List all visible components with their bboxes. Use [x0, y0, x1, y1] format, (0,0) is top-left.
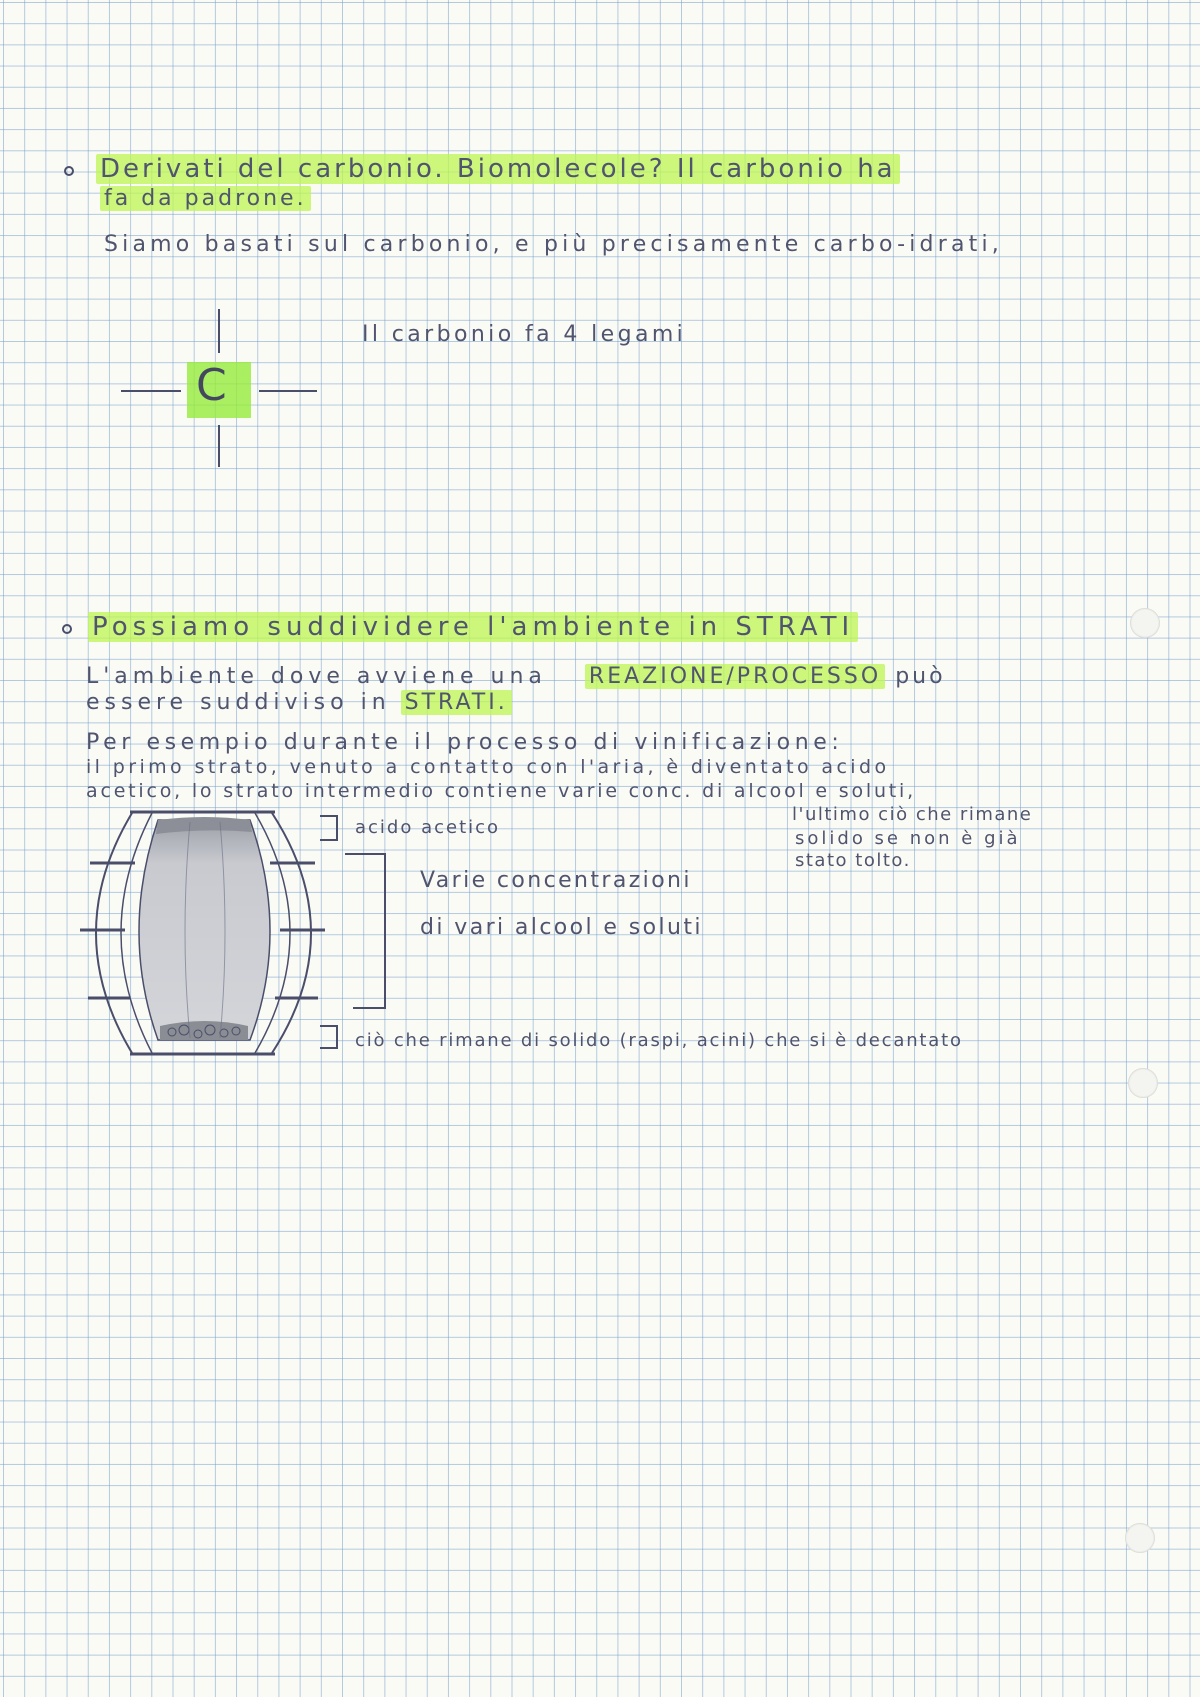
- sediment-layer: [160, 1021, 248, 1040]
- carbon-note: Il carbonio fa 4 legami: [362, 322, 687, 347]
- barrel-outer: [96, 813, 132, 1053]
- section2-line2: [86, 690, 512, 715]
- section2-heading: [88, 612, 858, 642]
- section2-line1-highlight: REAZIONE/PROCESSO: [585, 664, 885, 689]
- section2-line2-a: essere suddiviso in: [86, 690, 391, 715]
- section1-heading-line1: [96, 154, 900, 184]
- bracket-bottom: [320, 1026, 337, 1048]
- section1-text-line1: Siamo basati sul carbonio, e più precisamente carbo-idrati,: [104, 232, 1003, 257]
- section1-heading-text2: fa da padrone.: [100, 186, 311, 211]
- section2-line2-highlight: STRATI.: [401, 690, 512, 715]
- bracket-top: [320, 816, 337, 840]
- section2-heading-text: Possiamo suddividere l'ambiente in STRATI: [88, 612, 858, 642]
- barrel-illustration: [80, 808, 330, 1058]
- section2-line5: acetico, lo strato intermedio contiene varie conc. di alcool e soluti,: [86, 780, 916, 802]
- carbon-symbol: C: [196, 360, 229, 411]
- binder-hole: [1128, 1068, 1158, 1098]
- section2-line3: Per esempio durante il processo di vinificazione:: [86, 730, 844, 755]
- binder-hole: [1130, 608, 1160, 638]
- section2-line6: l'ultimo ciò che rimane: [792, 804, 1033, 825]
- section2-line1-a: L'ambiente dove avviene una: [86, 664, 547, 689]
- layer-brackets: [315, 812, 390, 1052]
- label-middle-line2: di vari alcool e soluti: [420, 915, 703, 940]
- section1-heading-text: Derivati del carbonio. Biomolecole? Il carbonio ha: [96, 154, 900, 184]
- bullet-icon: [62, 624, 72, 634]
- section2-line4: il primo strato, venuto a contatto con l'aria, è diventato acido: [86, 756, 890, 778]
- section2-line7: solido se non è già: [795, 828, 1021, 849]
- section2-line8: stato tolto.: [795, 850, 911, 871]
- bracket-middle: [345, 854, 385, 1008]
- section2-line1-b: può: [895, 664, 946, 689]
- section2-line1: [86, 664, 946, 689]
- binder-hole: [1125, 1523, 1155, 1553]
- label-acetic-acid: acido acetico: [355, 817, 501, 838]
- label-middle-line1: Varie concentrazioni: [420, 868, 692, 893]
- barrel-liquid: [139, 820, 270, 1040]
- section1-heading-line2: [100, 186, 311, 211]
- label-sediment: ciò che rimane di solido (raspi, acini) che si è decantato: [355, 1030, 963, 1051]
- bullet-icon: [64, 166, 74, 176]
